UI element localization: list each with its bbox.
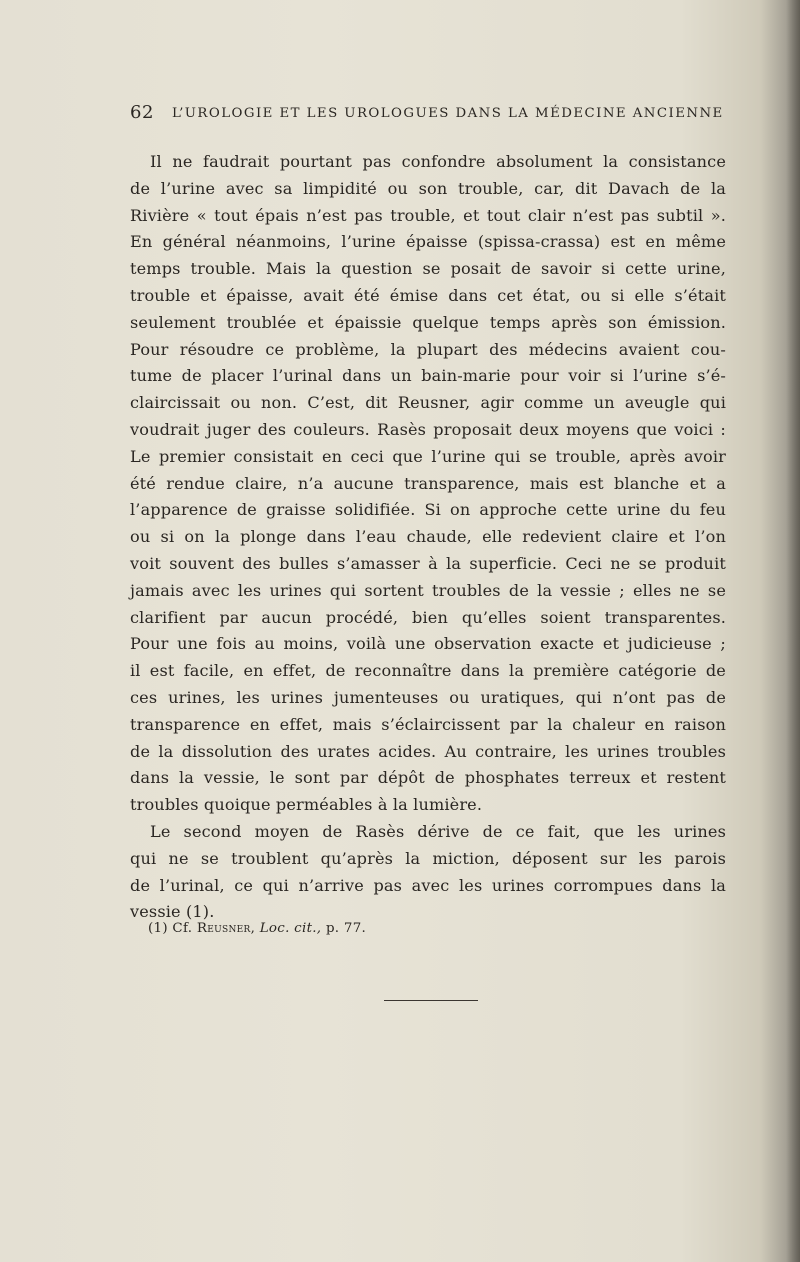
text-line: qui ne se troublent qu’après la miction, déposent sur les parois — [130, 848, 726, 868]
text-line: seulement troublée et épaissie quelque temps après son émission. — [130, 312, 726, 332]
text-line: Le second moyen de Rasès dérive de ce fait, que les urines — [150, 821, 726, 841]
text-line: ces urines, les urines jumenteuses ou uratiques, qui n’ont pas de — [130, 687, 726, 707]
text-line: ou si on la plonge dans l’eau chaude, elle redevient claire et l’on — [130, 527, 726, 547]
text-line: jamais avec les urines qui sortent troubles de la vessie ; elles ne se — [130, 580, 726, 600]
footnote-work: Loc. cit., — [259, 921, 322, 936]
end-rule — [384, 1000, 478, 1001]
text-line: il est facile, en effet, de reconnaître dans la première catégorie de — [130, 661, 726, 681]
text-line: de la dissolution des urates acides. Au contraire, les urines troubles — [130, 741, 726, 761]
text-line: de l’urine avec sa limpidité ou son trouble, car, dit Davach de la — [130, 178, 726, 198]
body-text — [130, 149, 726, 926]
footnote-marker: (1) Cf. — [148, 921, 193, 936]
text-line: trouble et épaisse, avait été émise dans cet état, ou si elle s’était — [130, 285, 726, 305]
text-line: voudrait juger des couleurs. Rasès proposait deux moyens que voici : — [130, 419, 726, 439]
footnote-page: p. 77. — [325, 921, 367, 936]
text-line: voit souvent des bulles s’amasser à la superficie. Ceci ne se produit — [130, 553, 726, 573]
text-line: En général néanmoins, l’urine épaisse (spissa-crassa) est en même — [130, 232, 726, 252]
text-line: Pour résoudre ce problème, la plupart des médecins avaient cou- — [130, 339, 726, 359]
text-line: Le premier consistait en ceci que l’urine qui se trouble, après avoir — [130, 446, 726, 466]
text-line: Pour une fois au moins, voilà une observation exacte et judicieuse ; — [130, 634, 726, 654]
page-number: 62 — [130, 102, 154, 123]
running-title: L’UROLOGIE ET LES UROLOGUES DANS LA MÉDECINE ANCIENNE — [172, 106, 724, 121]
footnote-author: Reusner, — [196, 921, 256, 936]
text-line: vessie (1). — [130, 902, 215, 922]
page-header — [130, 101, 724, 125]
text-line: temps trouble. Mais la question se posait de savoir si cette urine, — [130, 259, 726, 279]
text-line: Il ne faudrait pourtant pas confondre absolument la consistance — [150, 152, 726, 171]
text-line: tume de placer l’urinal dans un bain-marie pour voir si l’urine s’é- — [130, 366, 726, 386]
text-line: de l’urinal, ce qui n’arrive pas avec les urines corrompues dans la — [130, 875, 726, 895]
footnote — [148, 918, 366, 940]
text-line: été rendue claire, n’a aucune transparence, mais est blanche et a — [130, 473, 726, 493]
text-line: claircissait ou non. C’est, dit Reusner, agir comme un aveugle qui — [130, 393, 726, 413]
text-line: l’apparence de graisse solidifiée. Si on approche cette urine du feu — [130, 500, 726, 520]
text-line: troubles quoique perméables à la lumière. — [130, 795, 483, 815]
text-line: dans la vessie, le sont par dépôt de phosphates terreux et restent — [130, 768, 726, 788]
text-line: clarifient par aucun procédé, bien qu’elles soient transparentes. — [130, 607, 726, 627]
text-line: transparence en effet, mais s’éclaircissent par la chaleur en raison — [130, 714, 726, 734]
text-line: Rivière « tout épais n’est pas trouble, et tout clair n’est pas subtil ». — [130, 205, 726, 225]
page-edge-shadow — [786, 0, 800, 1262]
